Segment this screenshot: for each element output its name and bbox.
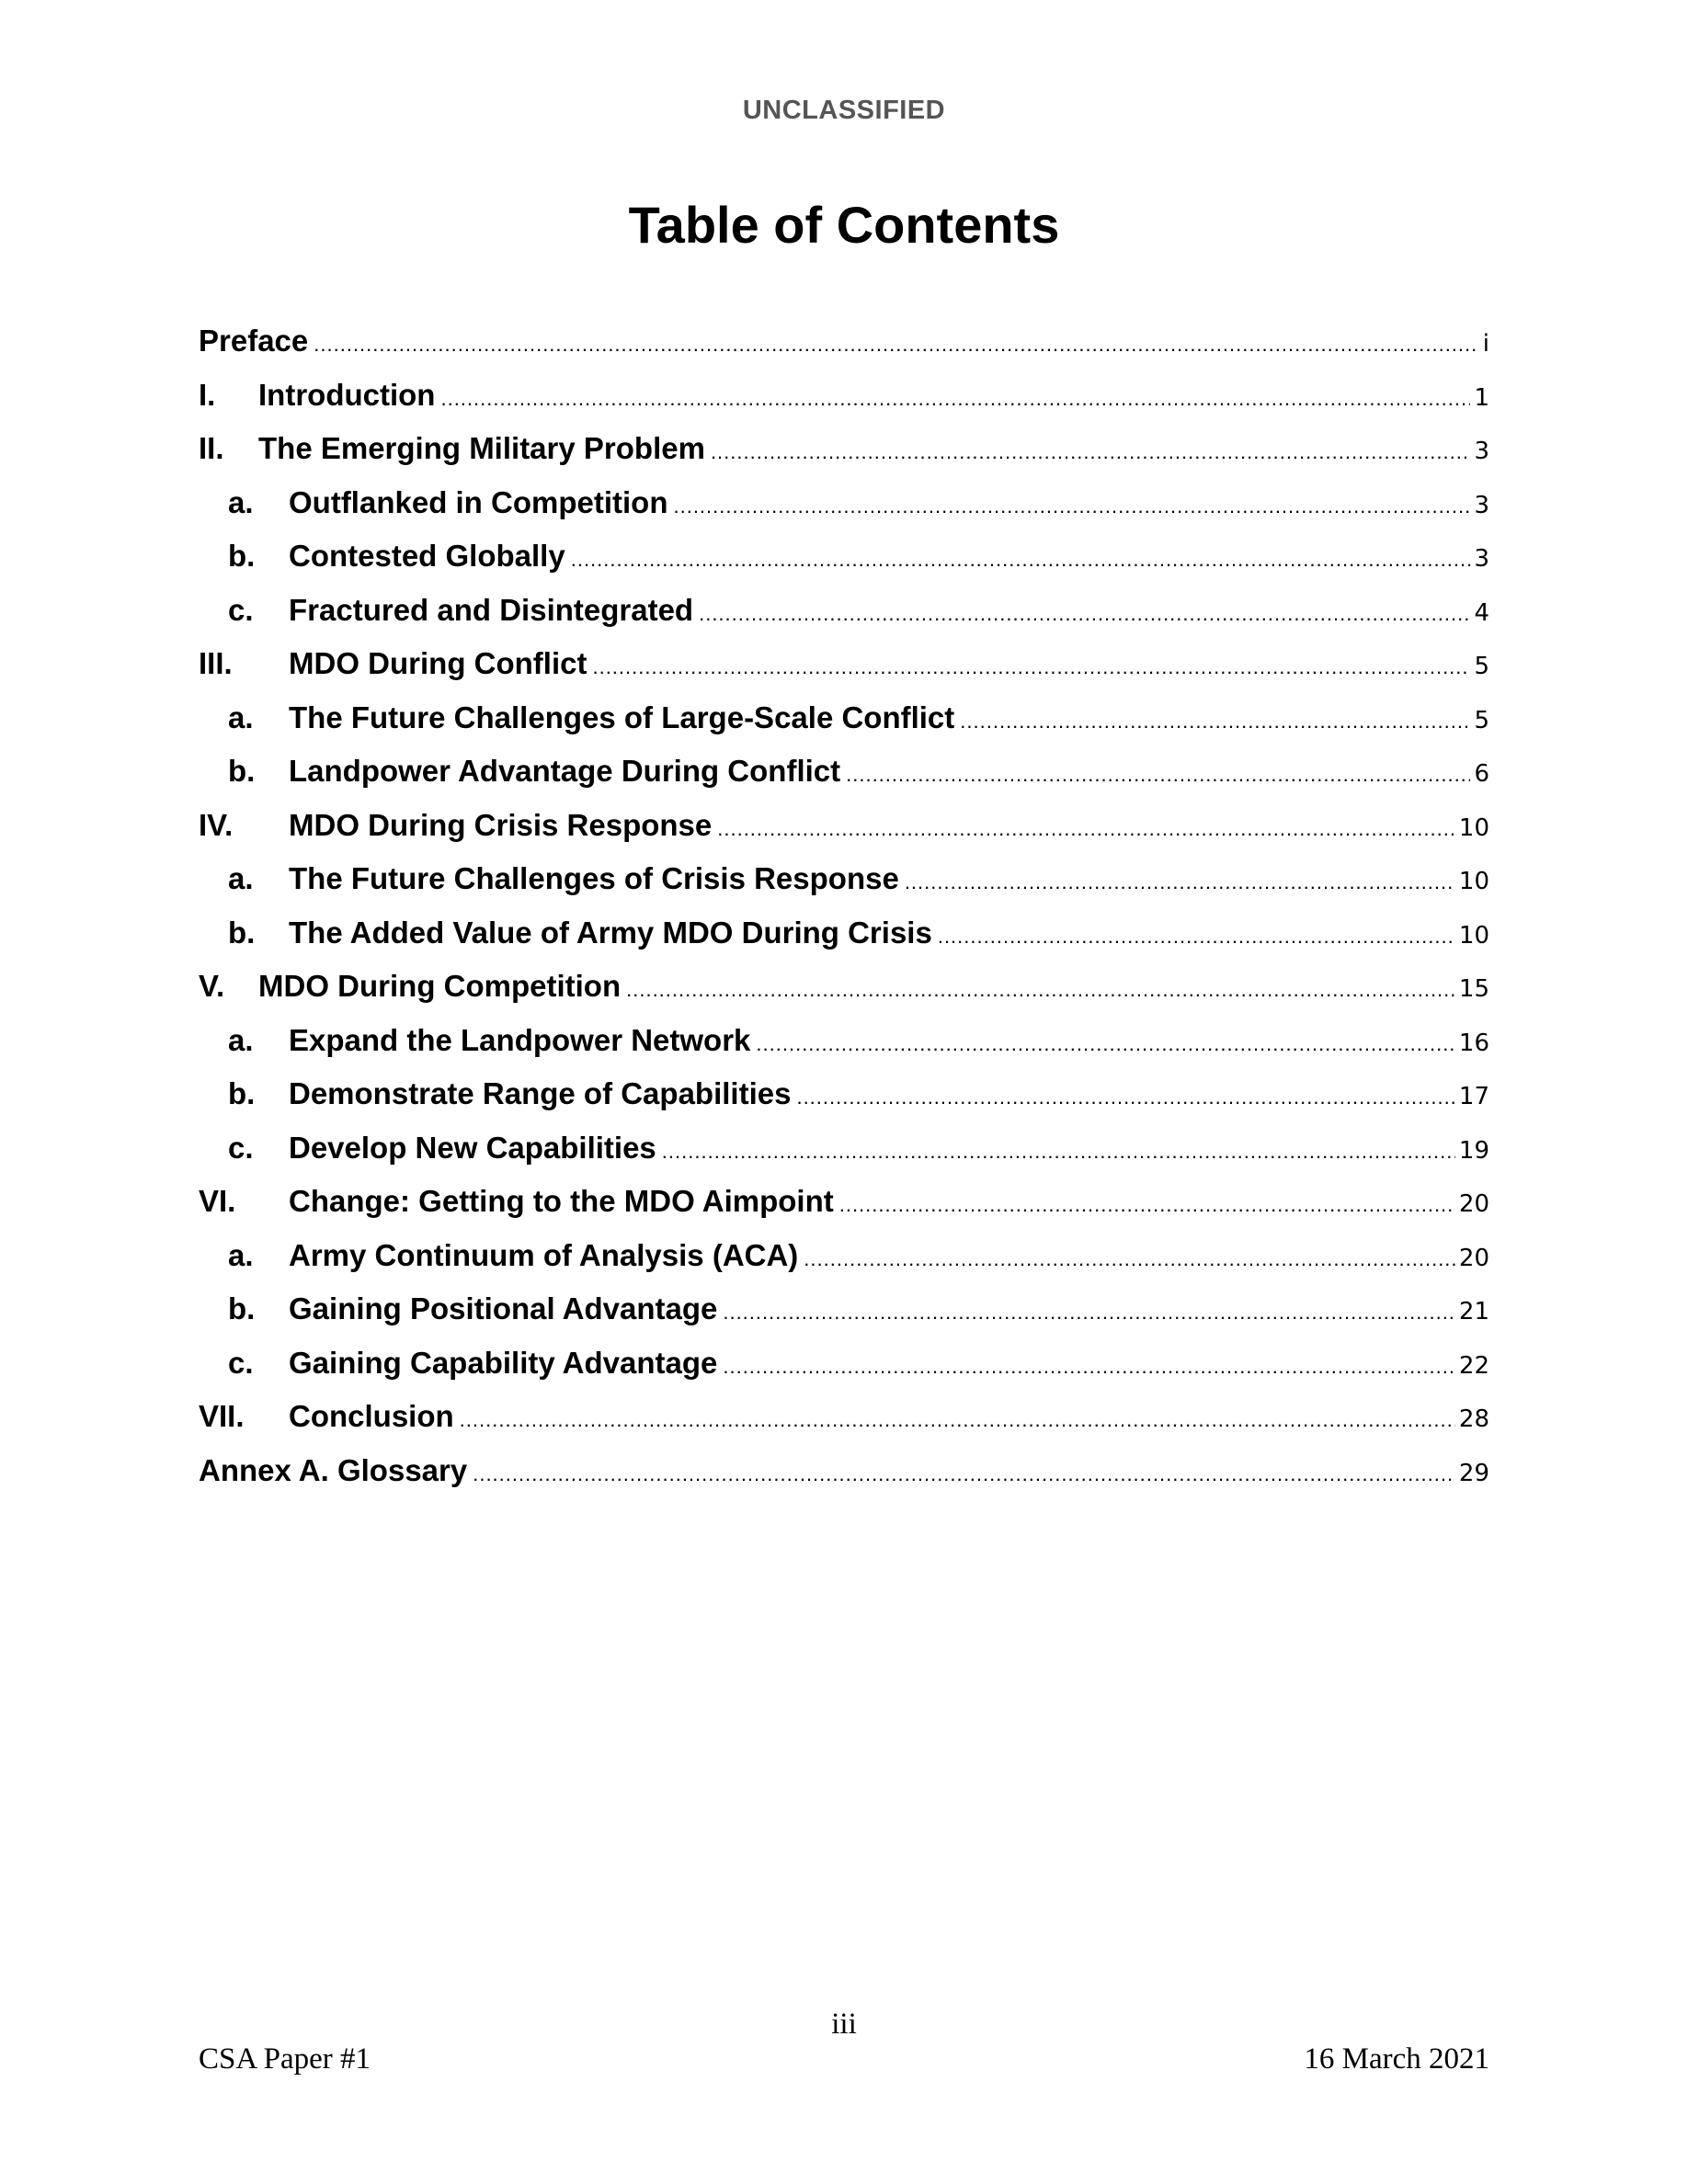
dot-leader <box>673 495 1470 518</box>
toc-entry-label: Outflanked in Competition <box>289 484 668 519</box>
toc-entry-number: III. <box>199 646 233 680</box>
toc-entry-label: Expand the Landpower Network <box>289 1022 751 1057</box>
toc-entry-page: 10 <box>1458 868 1489 895</box>
toc-entry-demonstrate-range-of-capabilities[interactable] <box>199 1076 1489 1131</box>
toc-entry-number: V. <box>199 969 225 1003</box>
dot-leader <box>796 1086 1454 1109</box>
toc-entry-preface[interactable] <box>199 324 1489 378</box>
toc-entry-introduction[interactable] <box>199 378 1489 432</box>
toc-entry-number: b. <box>228 754 256 788</box>
classification-marking: UNCLASSIFIED <box>742 96 946 125</box>
toc-entry-number: a. <box>228 861 254 895</box>
toc-entry-change-mdo-aimpoint[interactable] <box>199 1184 1489 1238</box>
toc-entry-label: Gaining Capability Advantage <box>289 1345 718 1380</box>
toc-entry-page: 10 <box>1458 813 1489 842</box>
toc-entry-number: b. <box>228 1291 256 1325</box>
dot-leader <box>592 655 1470 679</box>
toc-entry-expand-landpower-network[interactable] <box>199 1023 1489 1077</box>
toc-entry-mdo-during-competition[interactable] <box>199 969 1489 1023</box>
dot-leader <box>756 1032 1455 1056</box>
dot-leader <box>699 602 1470 626</box>
toc-entry-label: Landpower Advantage During Conflict <box>289 754 841 788</box>
toc-entry-number: a. <box>228 484 254 519</box>
toc-entry-number: b. <box>228 915 256 950</box>
toc-entry-label: MDO During Conflict <box>289 646 587 680</box>
toc-entry-page: 3 <box>1474 545 1489 573</box>
dot-leader <box>314 333 1479 357</box>
toc-entry-page: 1 <box>1474 383 1489 412</box>
toc-entry-number: c. <box>228 1130 254 1165</box>
dot-leader <box>723 1355 1455 1379</box>
toc-entry-future-challenges-large-scale-conflict[interactable] <box>199 700 1489 755</box>
toc-entry-number: I. <box>199 377 216 412</box>
toc-entry-page: 6 <box>1474 760 1489 788</box>
toc-entry-label: Preface <box>199 324 309 358</box>
toc-entry-number: a. <box>228 1237 254 1272</box>
toc-entry-number: IV. <box>199 807 234 842</box>
toc-entry-fractured-and-disintegrated[interactable] <box>199 593 1489 647</box>
toc-entry-mdo-during-conflict[interactable] <box>199 646 1489 700</box>
toc-entry-army-continuum-of-analysis[interactable] <box>199 1238 1489 1292</box>
toc-entry-label: Army Continuum of Analysis (ACA) <box>289 1237 799 1272</box>
page-title: Table of Contents <box>628 196 1060 254</box>
toc-entry-label: Conclusion <box>289 1399 454 1433</box>
footer-document-name: CSA Paper #1 <box>199 2042 371 2076</box>
toc-entry-page: 5 <box>1474 653 1489 680</box>
toc-entry-label: MDO During Crisis Response <box>289 807 713 842</box>
toc-entry-page: 15 <box>1458 975 1489 1003</box>
dot-leader <box>626 978 1455 1002</box>
dot-leader <box>662 1140 1455 1164</box>
dot-leader <box>571 548 1471 572</box>
footer-page-number: iii <box>831 2008 857 2041</box>
dot-leader <box>440 387 1470 411</box>
toc-entry-page: 3 <box>1474 491 1489 519</box>
toc-entry-number: VI. <box>199 1184 236 1218</box>
toc-entry-number: c. <box>228 1345 254 1380</box>
dot-leader <box>473 1462 1455 1486</box>
toc-entry-label: MDO During Competition <box>258 969 622 1003</box>
toc-entry-number: c. <box>228 592 254 627</box>
toc-entry-page: 17 <box>1458 1083 1489 1110</box>
toc-entry-page: i <box>1482 330 1489 358</box>
toc-entry-gaining-positional-advantage[interactable] <box>199 1291 1489 1346</box>
toc-entry-label: The Emerging Military Problem <box>258 431 705 465</box>
toc-entry-label: Annex A. Glossary <box>199 1452 468 1487</box>
toc-entry-page: 4 <box>1474 598 1489 627</box>
dot-leader <box>846 763 1470 787</box>
table-of-contents <box>199 324 1489 1507</box>
toc-entry-outflanked-in-competition[interactable] <box>199 485 1489 540</box>
toc-entry-number: a. <box>228 1022 254 1057</box>
toc-entry-page: 19 <box>1458 1136 1489 1165</box>
toc-entry-landpower-advantage-during-conflict[interactable] <box>199 754 1489 808</box>
footer-date: 16 March 2021 <box>1304 2042 1489 2076</box>
toc-entry-emerging-military-problem[interactable] <box>199 431 1489 485</box>
toc-entry-mdo-during-crisis-response[interactable] <box>199 808 1489 862</box>
dot-leader <box>905 870 1455 894</box>
toc-entry-number: II. <box>199 431 224 465</box>
toc-entry-added-value-army-mdo-crisis[interactable] <box>199 916 1489 970</box>
toc-entry-contested-globally[interactable] <box>199 539 1489 593</box>
dot-leader <box>938 925 1455 949</box>
toc-entry-future-challenges-crisis-response[interactable] <box>199 861 1489 916</box>
toc-entry-label: The Future Challenges of Crisis Response <box>289 861 899 895</box>
toc-entry-conclusion[interactable] <box>199 1399 1489 1453</box>
dot-leader <box>960 710 1470 734</box>
toc-entry-label: Gaining Positional Advantage <box>289 1291 718 1325</box>
toc-entry-page: 22 <box>1458 1351 1489 1380</box>
dot-leader <box>460 1408 1455 1432</box>
dot-leader <box>723 1301 1455 1325</box>
toc-entry-page: 10 <box>1458 921 1489 950</box>
toc-entry-number: b. <box>228 1076 256 1110</box>
toc-entry-page: 20 <box>1458 1190 1489 1218</box>
toc-entry-page: 5 <box>1474 706 1489 734</box>
toc-entry-label: Contested Globally <box>289 539 565 573</box>
toc-entry-label: Demonstrate Range of Capabilities <box>289 1076 792 1110</box>
toc-entry-label: Change: Getting to the MDO Aimpoint <box>289 1184 834 1218</box>
toc-entry-page: 16 <box>1458 1029 1489 1057</box>
toc-entry-label: The Future Challenges of Large-Scale Conflict <box>289 700 955 734</box>
dot-leader <box>711 440 1471 464</box>
toc-entry-label: Fractured and Disintegrated <box>289 592 694 627</box>
toc-entry-label: The Added Value of Army MDO During Crisis <box>289 915 932 950</box>
dot-leader <box>839 1193 1455 1217</box>
toc-entry-gaining-capability-advantage[interactable] <box>199 1346 1489 1400</box>
toc-entry-page: 21 <box>1458 1298 1489 1325</box>
toc-entry-number: b. <box>228 539 256 573</box>
toc-entry-number: a. <box>228 700 254 734</box>
toc-entry-label: Introduction <box>258 377 436 412</box>
toc-entry-label: Develop New Capabilities <box>289 1130 656 1165</box>
toc-entry-number: VII. <box>199 1399 245 1433</box>
dot-leader <box>804 1247 1455 1271</box>
toc-entry-page: 20 <box>1458 1244 1489 1272</box>
toc-entry-page: 3 <box>1474 438 1489 465</box>
dot-leader <box>717 817 1455 841</box>
toc-entry-page: 29 <box>1458 1459 1489 1487</box>
toc-entry-develop-new-capabilities[interactable] <box>199 1131 1489 1185</box>
toc-entry-annex-glossary[interactable] <box>199 1453 1489 1507</box>
toc-entry-page: 28 <box>1458 1405 1489 1433</box>
